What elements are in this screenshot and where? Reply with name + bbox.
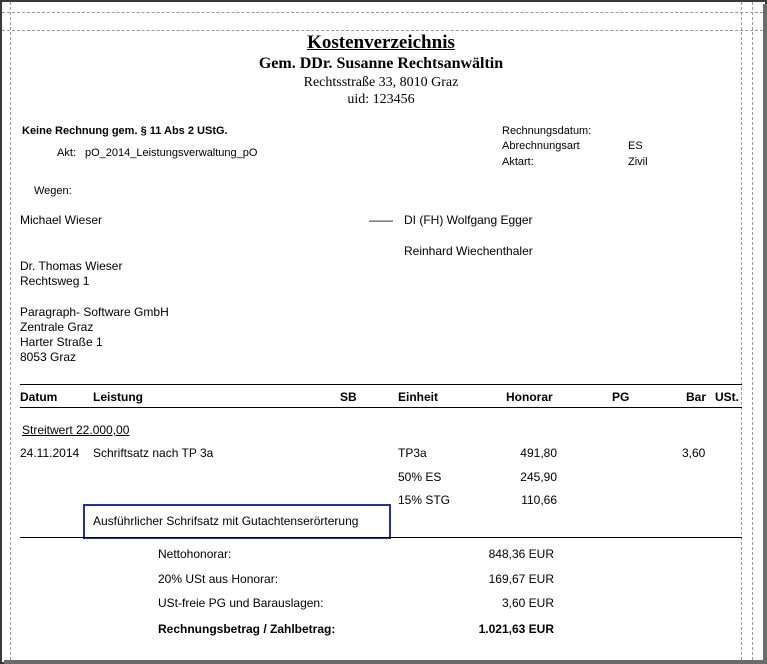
- firm-uid: uid: 123456: [347, 92, 415, 107]
- ustfrei-value: 3,60 EUR: [501, 596, 554, 610]
- aktart-value: Zivil: [628, 156, 648, 168]
- col-header-datum: Datum: [20, 390, 58, 404]
- row-einheit: 50% ES: [398, 470, 442, 484]
- ust-label: 20% USt aus Honorar:: [158, 572, 279, 586]
- netto-label: Nettohonorar:: [158, 547, 232, 561]
- row-einheit: 15% STG: [398, 493, 451, 507]
- opposing-party-2: Reinhard Wiechenthaler: [404, 244, 533, 258]
- total-value: 1.021,63 EUR: [478, 622, 554, 636]
- netto-value: 848,36 EUR: [488, 547, 554, 561]
- row-honorar: 245,90: [520, 470, 557, 484]
- ustfrei-label: USt-freie PG und Barauslagen:: [158, 596, 324, 610]
- row-honorar: 110,66: [521, 493, 557, 507]
- col-header-honorar: Honorar: [506, 390, 553, 404]
- row-einheit: TP3a: [398, 446, 427, 460]
- frame-shadow: [763, 4, 767, 664]
- sender-line: Zentrale Graz: [20, 320, 94, 334]
- margin-guide: [10, 2, 11, 660]
- row-bar: 3,60: [682, 446, 706, 460]
- party-separator: ——: [369, 213, 393, 227]
- recipient-line: Dr. Thomas Wieser: [20, 259, 123, 273]
- streitwert: Streitwert 22.000,00: [22, 423, 130, 437]
- abrechnungsart-label: Abrechnungsart: [502, 140, 580, 152]
- col-header-bar: Bar: [686, 390, 707, 404]
- margin-guide: [752, 2, 753, 660]
- sender-line: Harter Straße 1: [20, 335, 103, 349]
- client-name: Michael Wieser: [20, 213, 103, 227]
- row-datum: 24.11.2014: [20, 446, 80, 460]
- firm-address: Rechtsstraße 33, 8010 Graz: [303, 75, 459, 90]
- firm-name: Gem. DDr. Susanne Rechtsanwältin: [258, 55, 504, 72]
- table-bottom-rule: [20, 537, 742, 538]
- col-header-pg: PG: [612, 390, 630, 404]
- table-header-rule: [20, 407, 742, 408]
- sender-line: Paragraph- Software GmbH: [20, 305, 169, 319]
- total-label: Rechnungsbetrag / Zahlbetrag:: [158, 622, 336, 636]
- abrechnungsart-value: ES: [628, 140, 643, 152]
- col-header-leistung: Leistung: [93, 390, 143, 404]
- akt-label: Akt:: [57, 147, 76, 159]
- row-leistung: Schriftsatz nach TP 3a: [93, 446, 214, 460]
- col-header-ust: USt.: [715, 390, 739, 404]
- row-honorar: 491,80: [520, 446, 557, 460]
- col-header-einheit: Einheit: [398, 390, 439, 404]
- margin-guide: [2, 12, 763, 13]
- aktart-label: Aktart:: [502, 156, 534, 168]
- page: [20, 30, 742, 660]
- col-header-sb: SB: [340, 390, 357, 404]
- rechnungsdatum-label: Rechnungsdatum:: [502, 125, 592, 137]
- opposing-party-1: DI (FH) Wolfgang Egger: [404, 213, 533, 227]
- wegen-label: Wegen:: [34, 185, 72, 197]
- frame-shadow: [4, 660, 767, 664]
- row-note: Ausführlicher Schrifsatz mit Gutachtenserörterung: [93, 514, 359, 528]
- invoice-notice: Keine Rechnung gem. § 11 Abs 2 UStG.: [22, 125, 228, 137]
- table-top-rule: [20, 384, 742, 385]
- document-title: Kostenverzeichnis: [307, 32, 455, 53]
- recipient-line: Rechtsweg 1: [20, 274, 90, 288]
- sender-line: 8053 Graz: [20, 350, 77, 364]
- akt-value: pO_2014_Leistungsverwaltung_pO: [85, 147, 258, 159]
- ust-value: 169,67 EUR: [488, 572, 554, 586]
